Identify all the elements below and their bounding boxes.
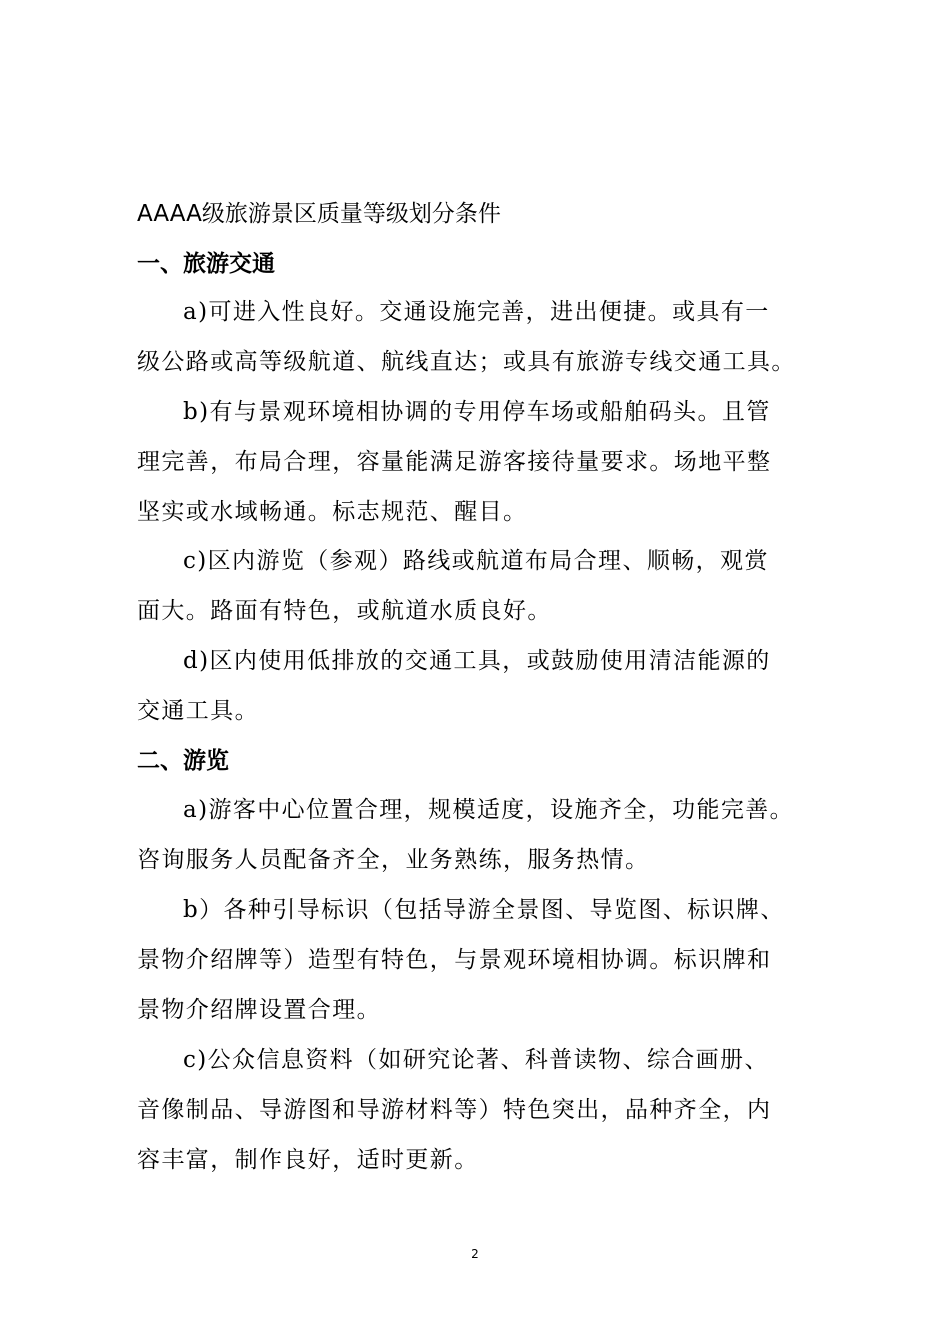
paragraph-line: c)区内游览（参观）路线或航道布局合理、顺畅，观赏 — [183, 548, 769, 574]
paragraph-line: 坚实或水域畅通。标志规范、醒目。 — [137, 499, 528, 525]
paragraph-line: 容丰富，制作良好，适时更新。 — [137, 1147, 479, 1173]
paragraph-sightseeing-b — [137, 885, 817, 1035]
paragraph-line: 交通工具。 — [137, 698, 259, 724]
paragraph-sightseeing-c — [137, 1035, 817, 1185]
paragraph-line: 音像制品、导游图和导游材料等）特色突出，品种齐全，内 — [137, 1097, 772, 1123]
paragraph-line: 景物介绍牌等）造型有特色，与景观环境相协调。标识牌和 — [137, 947, 772, 973]
paragraph-transport-d — [137, 636, 817, 736]
paragraph-transport-c — [137, 536, 817, 636]
paragraph-line: b）各种引导标识（包括导游全景图、导览图、标识牌、 — [183, 897, 785, 923]
document-title: AAAA级旅游景区质量等级划分条件 — [137, 201, 501, 227]
page-number: 2 — [471, 1247, 479, 1261]
paragraph-line: d)区内使用低排放的交通工具，或鼓励使用清洁能源的 — [183, 648, 771, 674]
section-heading-transport: 一、旅游交通 — [137, 251, 275, 277]
paragraph-line: c)公众信息资料（如研究论著、科普读物、综合画册、 — [183, 1047, 769, 1073]
paragraph-line: b)有与景观环境相协调的专用停车场或船舶码头。且管 — [183, 399, 771, 425]
paragraph-transport-b — [137, 387, 817, 537]
section-heading-sightseeing: 二、游览 — [137, 748, 229, 774]
paragraph-transport-a — [137, 287, 817, 387]
paragraph-line: 级公路或高等级航道、航线直达；或具有旅游专线交通工具。 — [137, 349, 796, 375]
paragraph-line: 理完善，布局合理，容量能满足游客接待量要求。场地平整 — [137, 449, 772, 475]
paragraph-line: 景物介绍牌设置合理。 — [137, 997, 381, 1023]
paragraph-line: a)游客中心位置合理，规模适度，设施齐全，功能完善。 — [183, 797, 795, 823]
paragraph-line: 面大。路面有特色，或航道水质良好。 — [137, 598, 552, 624]
paragraph-line: a)可进入性良好。交通设施完善，进出便捷。或具有一 — [183, 299, 770, 325]
paragraph-sightseeing-a — [137, 785, 817, 885]
paragraph-line: 咨询服务人员配备齐全，业务熟练，服务热情。 — [137, 847, 650, 873]
